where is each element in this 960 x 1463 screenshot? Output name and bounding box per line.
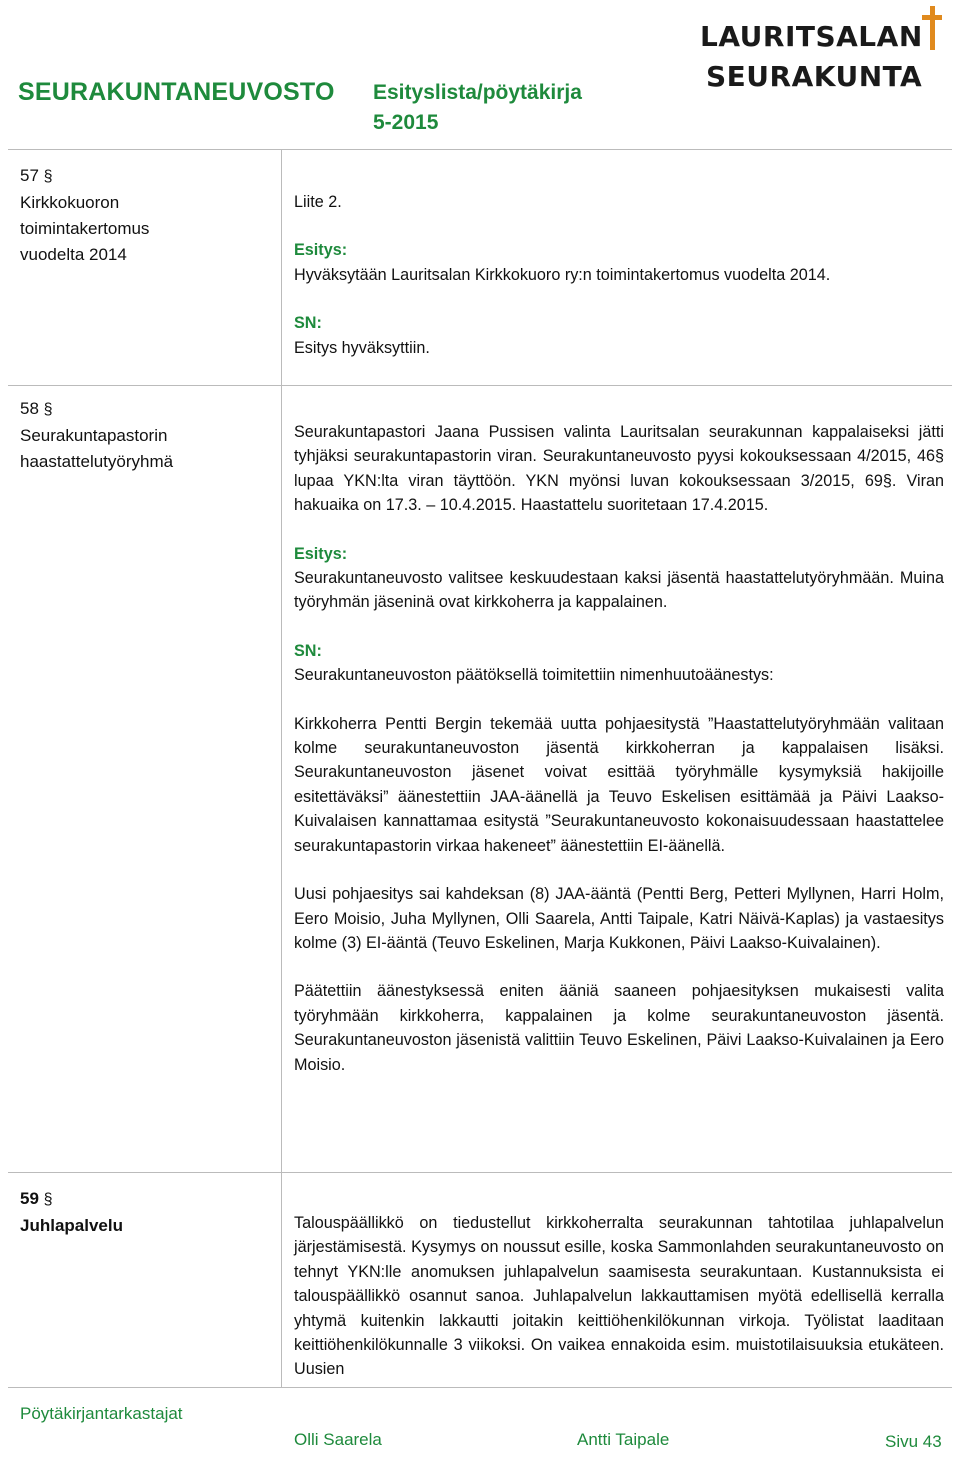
divider-57-58 [8, 385, 952, 386]
logo-line-1: LAURITSALAN [700, 20, 923, 53]
attachment-ref: Liite 2. [294, 193, 342, 211]
document-type [373, 78, 582, 138]
decision-text: Seurakuntaneuvoston päätöksellä toimitettiin nimenhuutoäänestys: [294, 666, 774, 685]
section-57-label [20, 163, 275, 268]
decision-heading: SN: [294, 641, 322, 660]
page-number: Sivu 43 [885, 1432, 942, 1451]
decision-text: Uusi pohjaesitys sai kahdeksan (8) JAA-ääntä (Pentti Berg, Petteri Myllynen, Harri Holm, Eero Moisio, Juha Myllynen, Olli Saarela, Antti Taipale, Katri Näivä-Kaplas) ja vastaesitys kolme (3) EI-ääntä (Teuvo Eskelinen, Marja Kukkonen, Päivi Laakso-Kuivalainen). [294, 885, 944, 952]
examiner-name: Antti Taipale [577, 1430, 670, 1449]
section-58-label [20, 396, 275, 475]
proposal-heading: Esitys: [294, 241, 348, 260]
cross-icon [922, 6, 942, 50]
decision-text: Päätettiin äänestyksessä eniten ääniä saaneen pohjaesityksen mukaisesti valita työryhmään kirkkoherra, kappalainen ja kolme seurakuntaneuvoston jäsentä. Seurakuntaneuvoston jäsenistä valittiin Teuvo Eskelinen, Päivi Laakso-Kuivalainen ja Eero Moisio. [294, 982, 944, 1074]
decision-text: Esitys hyväksyttiin. [294, 338, 430, 357]
divider-top [8, 149, 952, 150]
section-58-number: 58 § [20, 399, 53, 418]
section-59-text: Talouspäällikkö on tiedustellut kirkkoherralta seurakunnan tahtotilaa juhlapalvelun järjestämisestä. Kysymys on noussut esille, koska Sammonlahden seurakuntaneuvosto on tehnyt YKN:lle anomuksen juhlapalvelun saamisesta seurakuntaan. Kustannuksista ei talouspäällikkö osannut sanoa. Juhlapalvelun lakkauttamisen myötä edellisellä kerralla yhtymä kuitenkin lakkautti joitakin keittiöhenkilökunnan virkoja. Työlistat laaditaan keittiöhenkilökunnalle 3 viikoksi. On vaikea ennakoida esim. muistotilaisuuksia etukäteen. Uusien [294, 1214, 944, 1379]
section-57-title-line: toimintakertomus [20, 219, 150, 238]
section-58-intro: Seurakuntapastori Jaana Pussisen valinta Lauritsalan seurakunnan kappalaiseksi jätti tyhjäksi seurakuntapastorin viran. Seurakuntaneuvosto pyysi kokouksessaan 4/2015, 46§ lupaa YKN:lta viran täyttöön. YKN myönsi luvan kokouksessaan 3/2015, 69§. Viran hakuaika on 17.3. – 10.4.2015. Haastattelu suoritetaan 17.4.2015. [294, 423, 944, 515]
document-type-label: Esityslista/pöytäkirja [373, 81, 582, 104]
divider-footer [8, 1387, 952, 1388]
section-57-content [294, 190, 944, 360]
examiner-name: Olli Saarela [294, 1430, 382, 1449]
column-divider [281, 149, 282, 1387]
section-57-number: 57 § [20, 166, 53, 185]
section-59-title-line: Juhlapalvelu [20, 1216, 123, 1235]
section-59-content [294, 1211, 944, 1382]
section-58-title-line: haastattelutyöryhmä [20, 452, 174, 471]
section-57-title-line: vuodelta 2014 [20, 245, 127, 264]
logo-line-2: SEURAKUNTA [706, 60, 923, 93]
section-57-title-line: Kirkkokuoron [20, 193, 120, 212]
divider-58-59 [8, 1172, 952, 1173]
decision-heading: SN: [294, 314, 322, 333]
proposal-heading: Esitys: [294, 544, 348, 563]
section-59-label [20, 1186, 275, 1239]
document-number: 5-2015 [373, 111, 439, 134]
proposal-text: Seurakuntaneuvosto valitsee keskuudestaan kaksi jäsentä haastattelutyöryhmään. Muina työryhmän jäseninä ovat kirkkoherra ja kappalainen. [294, 569, 944, 612]
council-title: SEURAKUNTANEUVOSTO [18, 78, 335, 106]
parish-logo [700, 6, 950, 96]
section-58-content [294, 420, 944, 1077]
section-58-title-line: Seurakuntapastorin [20, 426, 168, 445]
section-59-number: 59 § [20, 1189, 53, 1208]
proposal-text: Hyväksytään Lauritsalan Kirkkokuoro ry:n toimintakertomus vuodelta 2014. [294, 265, 831, 284]
examiners-label: Pöytäkirjantarkastajat [20, 1404, 183, 1423]
decision-text: Kirkkoherra Pentti Bergin tekemää uutta pohjaesitystä ”Haastattelutyöryhmään valitaan kolme seurakuntaneuvoston jäsentä kirkkoherran ja kappalaisen lisäksi. Seurakuntaneuvoston jäsenet voivat esittää työryhmälle kysymyksiä hakijoille esitettäväksi” äänestettiin JAA-äänellä ja Teuvo Eskelisen esittämää ja Päivi Laakso-Kuivalaisen kannattamaa esitystä ”Seurakuntaneuvosto kokonaisuudessaan haastattelee seurakuntapastorin virkaa hakeneet” äänestettiin EI-äänellä. [294, 714, 944, 855]
